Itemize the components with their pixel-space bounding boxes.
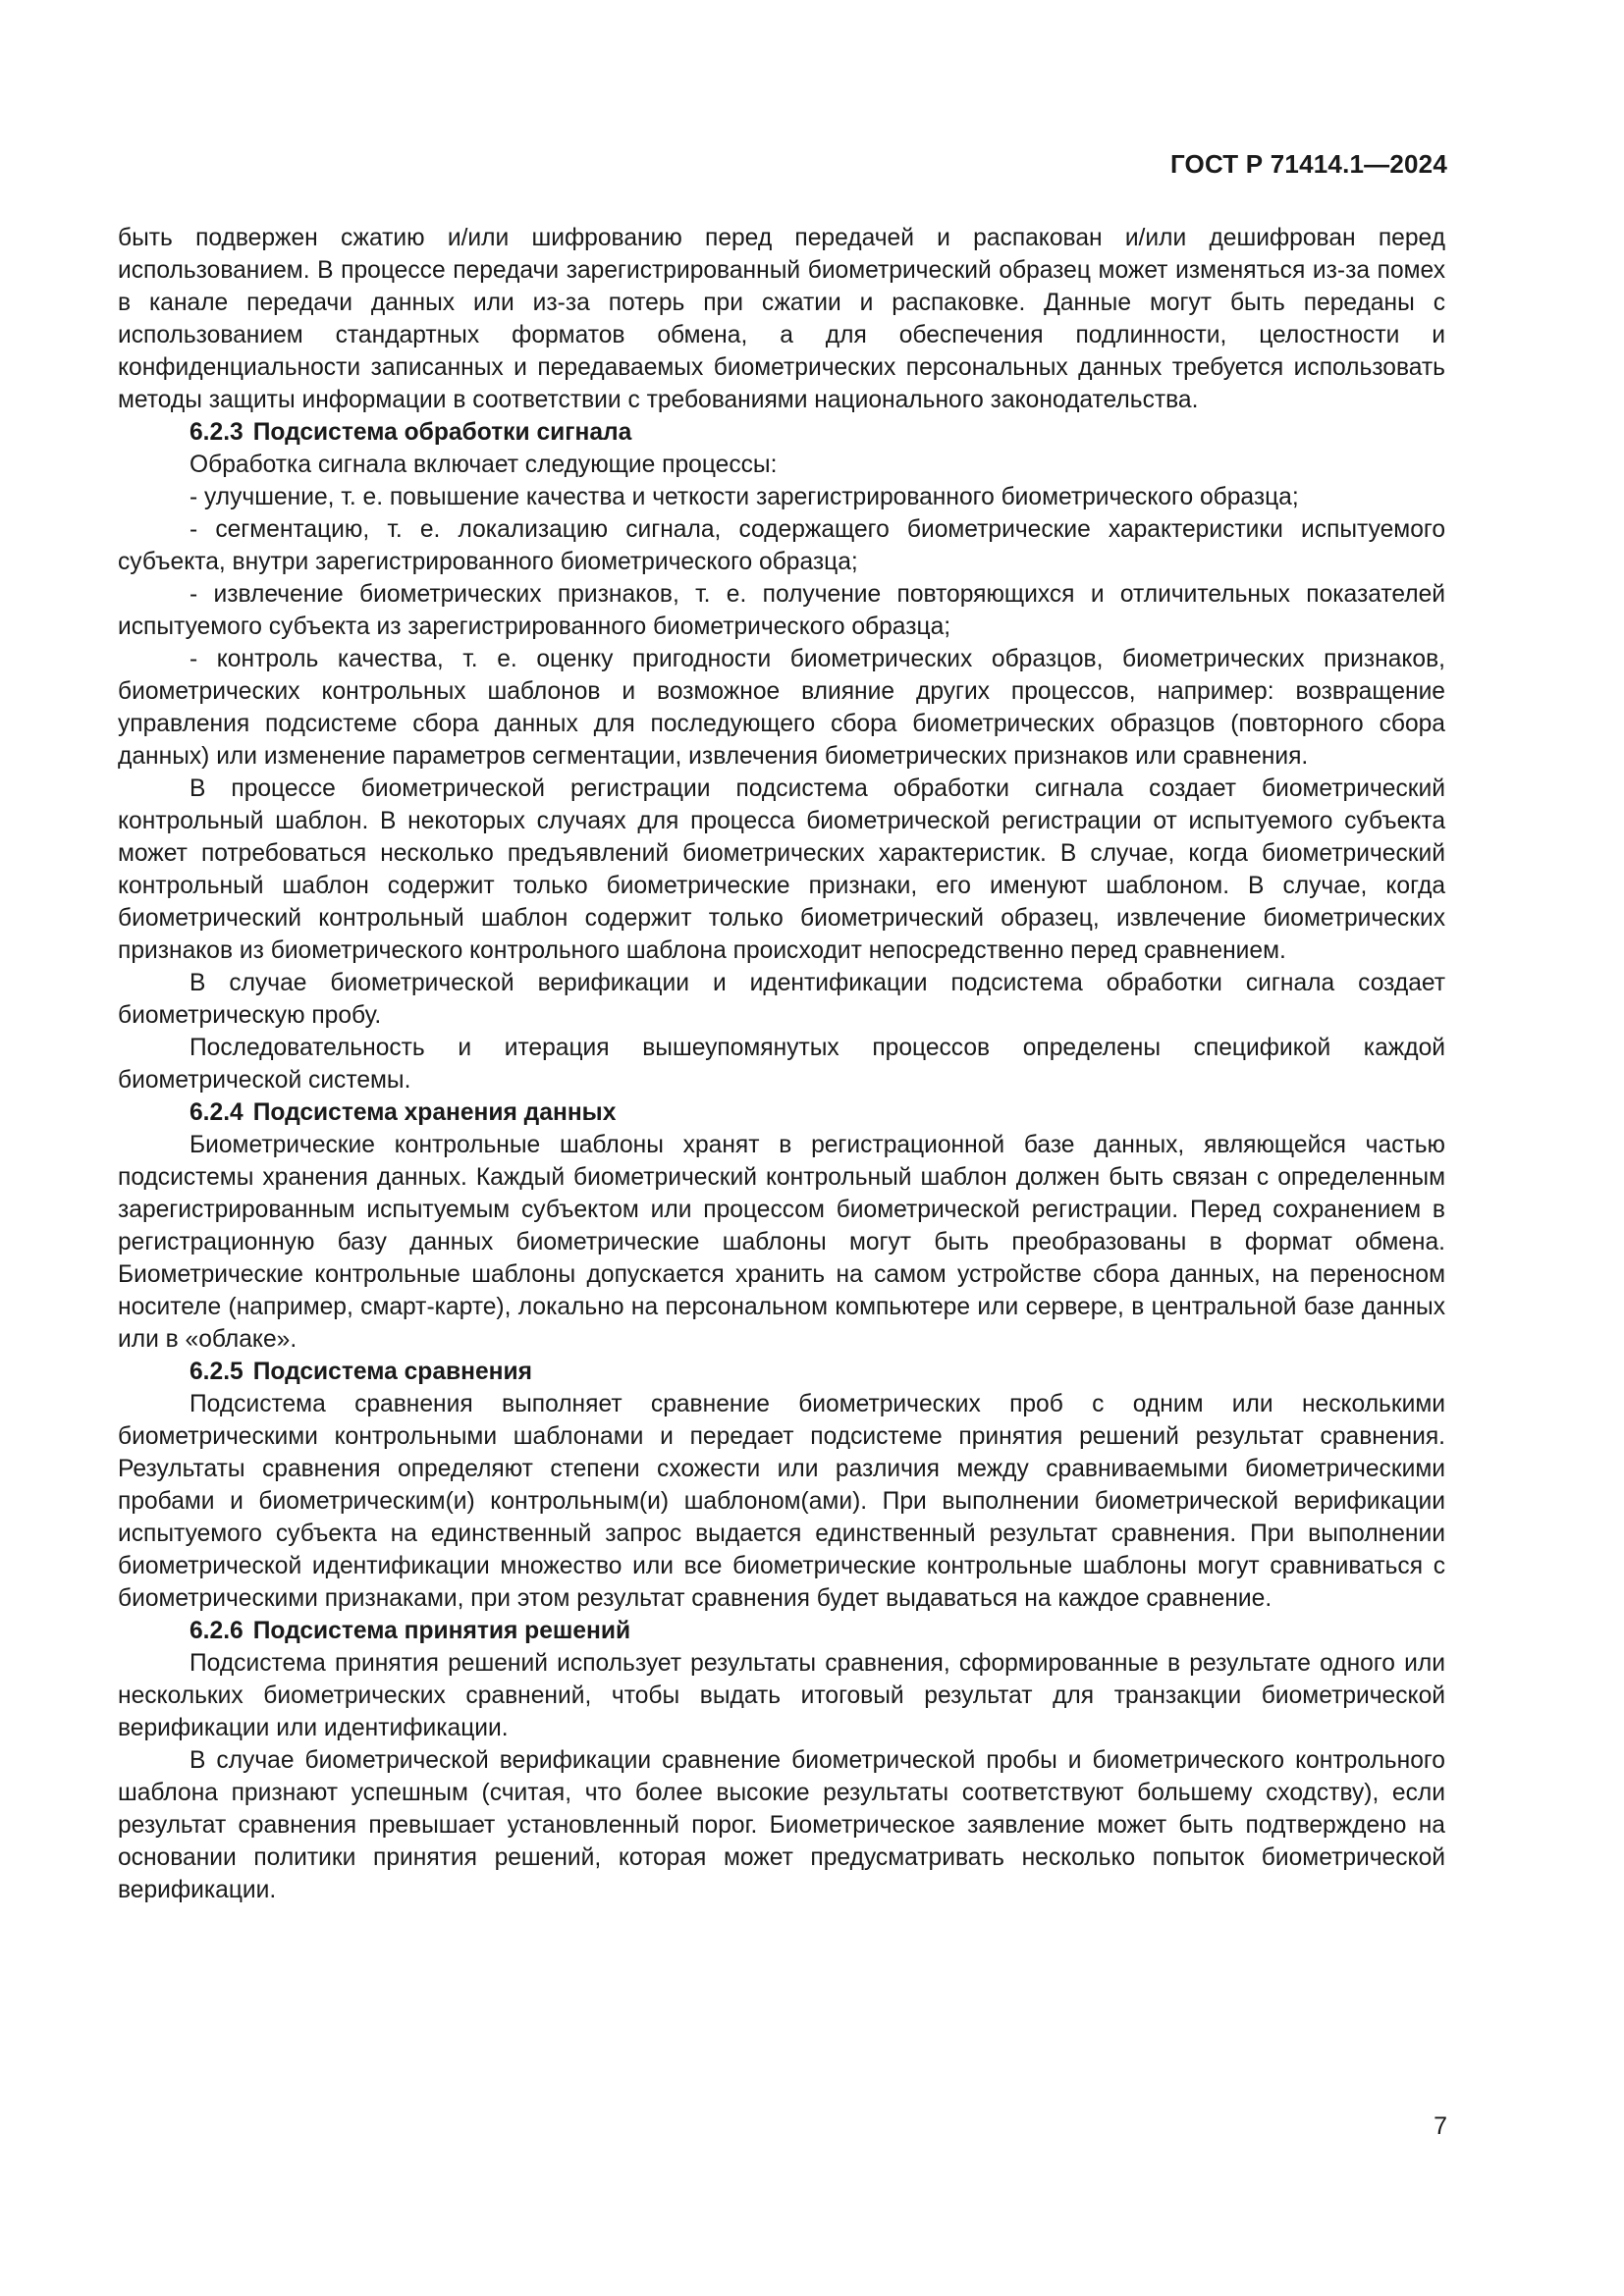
section-heading: [118, 416, 1445, 449]
paragraph: В случае биометрической верификации и идентификации подсистема обработки сигнала создает биометрическую пробу.: [118, 970, 1445, 1029]
paragraph: Подсистема принятия решений использует результаты сравнения, сформированные в результате одного или нескольких биометрических сравнений, чтобы выдать итоговый результат для транзакции биометрической верификации или идентификации.: [118, 1650, 1445, 1741]
section-title: Подсистема обработки сигнала: [252, 419, 632, 446]
paragraph: В процессе биометрической регистрации подсистема обработки сигнала создает биометрический контрольный шаблон. В некоторых случаях для процесса биометрической регистрации от испытуемого субъекта может потребоваться несколько предъявлений биометрических характеристик. В случае, когда биометрический контрольный шаблон содержит только биометрические признаки, его именуют шаблоном. В случае, когда биометрический контрольный шаблон содержит только биометрический образец, извлечение биометрических признаков из биометрического контрольного шаблона происходит непосредственно перед сравнением.: [118, 775, 1445, 964]
paragraph: Последовательность и итерация вышеупомянутых процессов определены спецификой каждой биометрической системы.: [118, 1035, 1445, 1094]
section-title: Подсистема принятия решений: [252, 1618, 631, 1644]
section-heading: [118, 1096, 1445, 1129]
section-number: 6.2.5: [189, 1359, 244, 1385]
paragraph: быть подвержен сжатию и/или шифрованию перед передачей и распакован и/или дешифрован перед использованием. В процессе передачи зарегистрированный биометрический образец может изменяться из-за помех в канале передачи данных или из-за потерь при сжатии и распаковке. Данные могут быть переданы с использованием стандартных форматов обмена, а для обеспечения подлинности, целостности и конфиденциальности записанных и передаваемых биометрических персональных данных требуется использовать методы защиты информации в соответствии с требованиями национального законодательства.: [118, 225, 1445, 413]
section-title: Подсистема хранения данных: [252, 1099, 617, 1126]
paragraph: - улучшение, т. е. повышение качества и четкости зарегистрированного биометрического образца;: [189, 484, 1299, 510]
paragraph: Биометрические контрольные шаблоны хранят в регистрационной базе данных, являющейся частью подсистемы хранения данных. Каждый биометрический контрольный шаблон должен быть связан с определенным зарегистрированным испытуемым субъектом или процессом биометрической регистрации. Перед сохранением в регистрационную базу данных биометрические шаблоны могут быть преобразованы в формат обмена. Биометрические контрольные шаблоны допускается хранить на самом устройстве сбора данных, на переносном носителе (например, смарт-карте), локально на персональном компьютере или сервере, в центральной базе данных или в «облаке».: [118, 1132, 1445, 1353]
paragraph: Обработка сигнала включает следующие процессы:: [189, 452, 778, 478]
paragraph: - сегментацию, т. е. локализацию сигнала, содержащего биометрические характеристики испытуемого субъекта, внутри зарегистрированного биометрического образца;: [118, 516, 1445, 575]
section-number: 6.2.6: [189, 1618, 244, 1644]
paragraph: Подсистема сравнения выполняет сравнение биометрических проб с одним или несколькими биометрическими контрольными шаблонами и передает подсистеме принятия решений результат сравнения. Результаты сравнения определяют степени схожести или различия между сравниваемыми биометрическими пробами и биометрическим(и) контрольным(и) шаблоном(ами). При выполнении биометрической верификации испытуемого субъекта на единственный запрос выдается единственный результат сравнения. При выполнении биометрической идентификации множество или все биометрические контрольные шаблоны могут сравниваться с биометрическими признаками, при этом результат сравнения будет выдаваться на каждое сравнение.: [118, 1391, 1445, 1612]
section-title: Подсистема сравнения: [252, 1359, 532, 1385]
section-heading: [118, 1615, 1445, 1647]
document-header: ГОСТ Р 71414.1—2024: [1169, 149, 1447, 179]
paragraph: - контроль качества, т. е. оценку пригодности биометрических образцов, биометрических признаков, биометрических контрольных шаблонов и возможное влияние других процессов, например: возвращение управления подсистеме сбора данных для последующего сбора биометрических образцов (повторного сбора данных) или изменение параметров сегментации, извлечения биометрических признаков или сравнения.: [118, 646, 1445, 770]
paragraph: В случае биометрической верификации сравнение биометрической пробы и биометрического контрольного шаблона признают успешным (считая, что более высокие результаты соответствуют большему сходству), если результат сравнения превышает установленный порог. Биометрическое заявление может быть подтверждено на основании политики принятия решений, которая может предусматривать несколько попыток биометрической верификации.: [118, 1747, 1445, 1903]
section-number: 6.2.4: [189, 1099, 244, 1126]
page-number: 7: [1434, 2112, 1447, 2140]
document-body: [118, 222, 1445, 1906]
paragraph: - извлечение биометрических признаков, т. е. получение повторяющихся и отличительных показателей испытуемого субъекта из зарегистрированного биометрического образца;: [118, 581, 1445, 640]
section-heading: [118, 1356, 1445, 1388]
section-number: 6.2.3: [189, 419, 244, 446]
